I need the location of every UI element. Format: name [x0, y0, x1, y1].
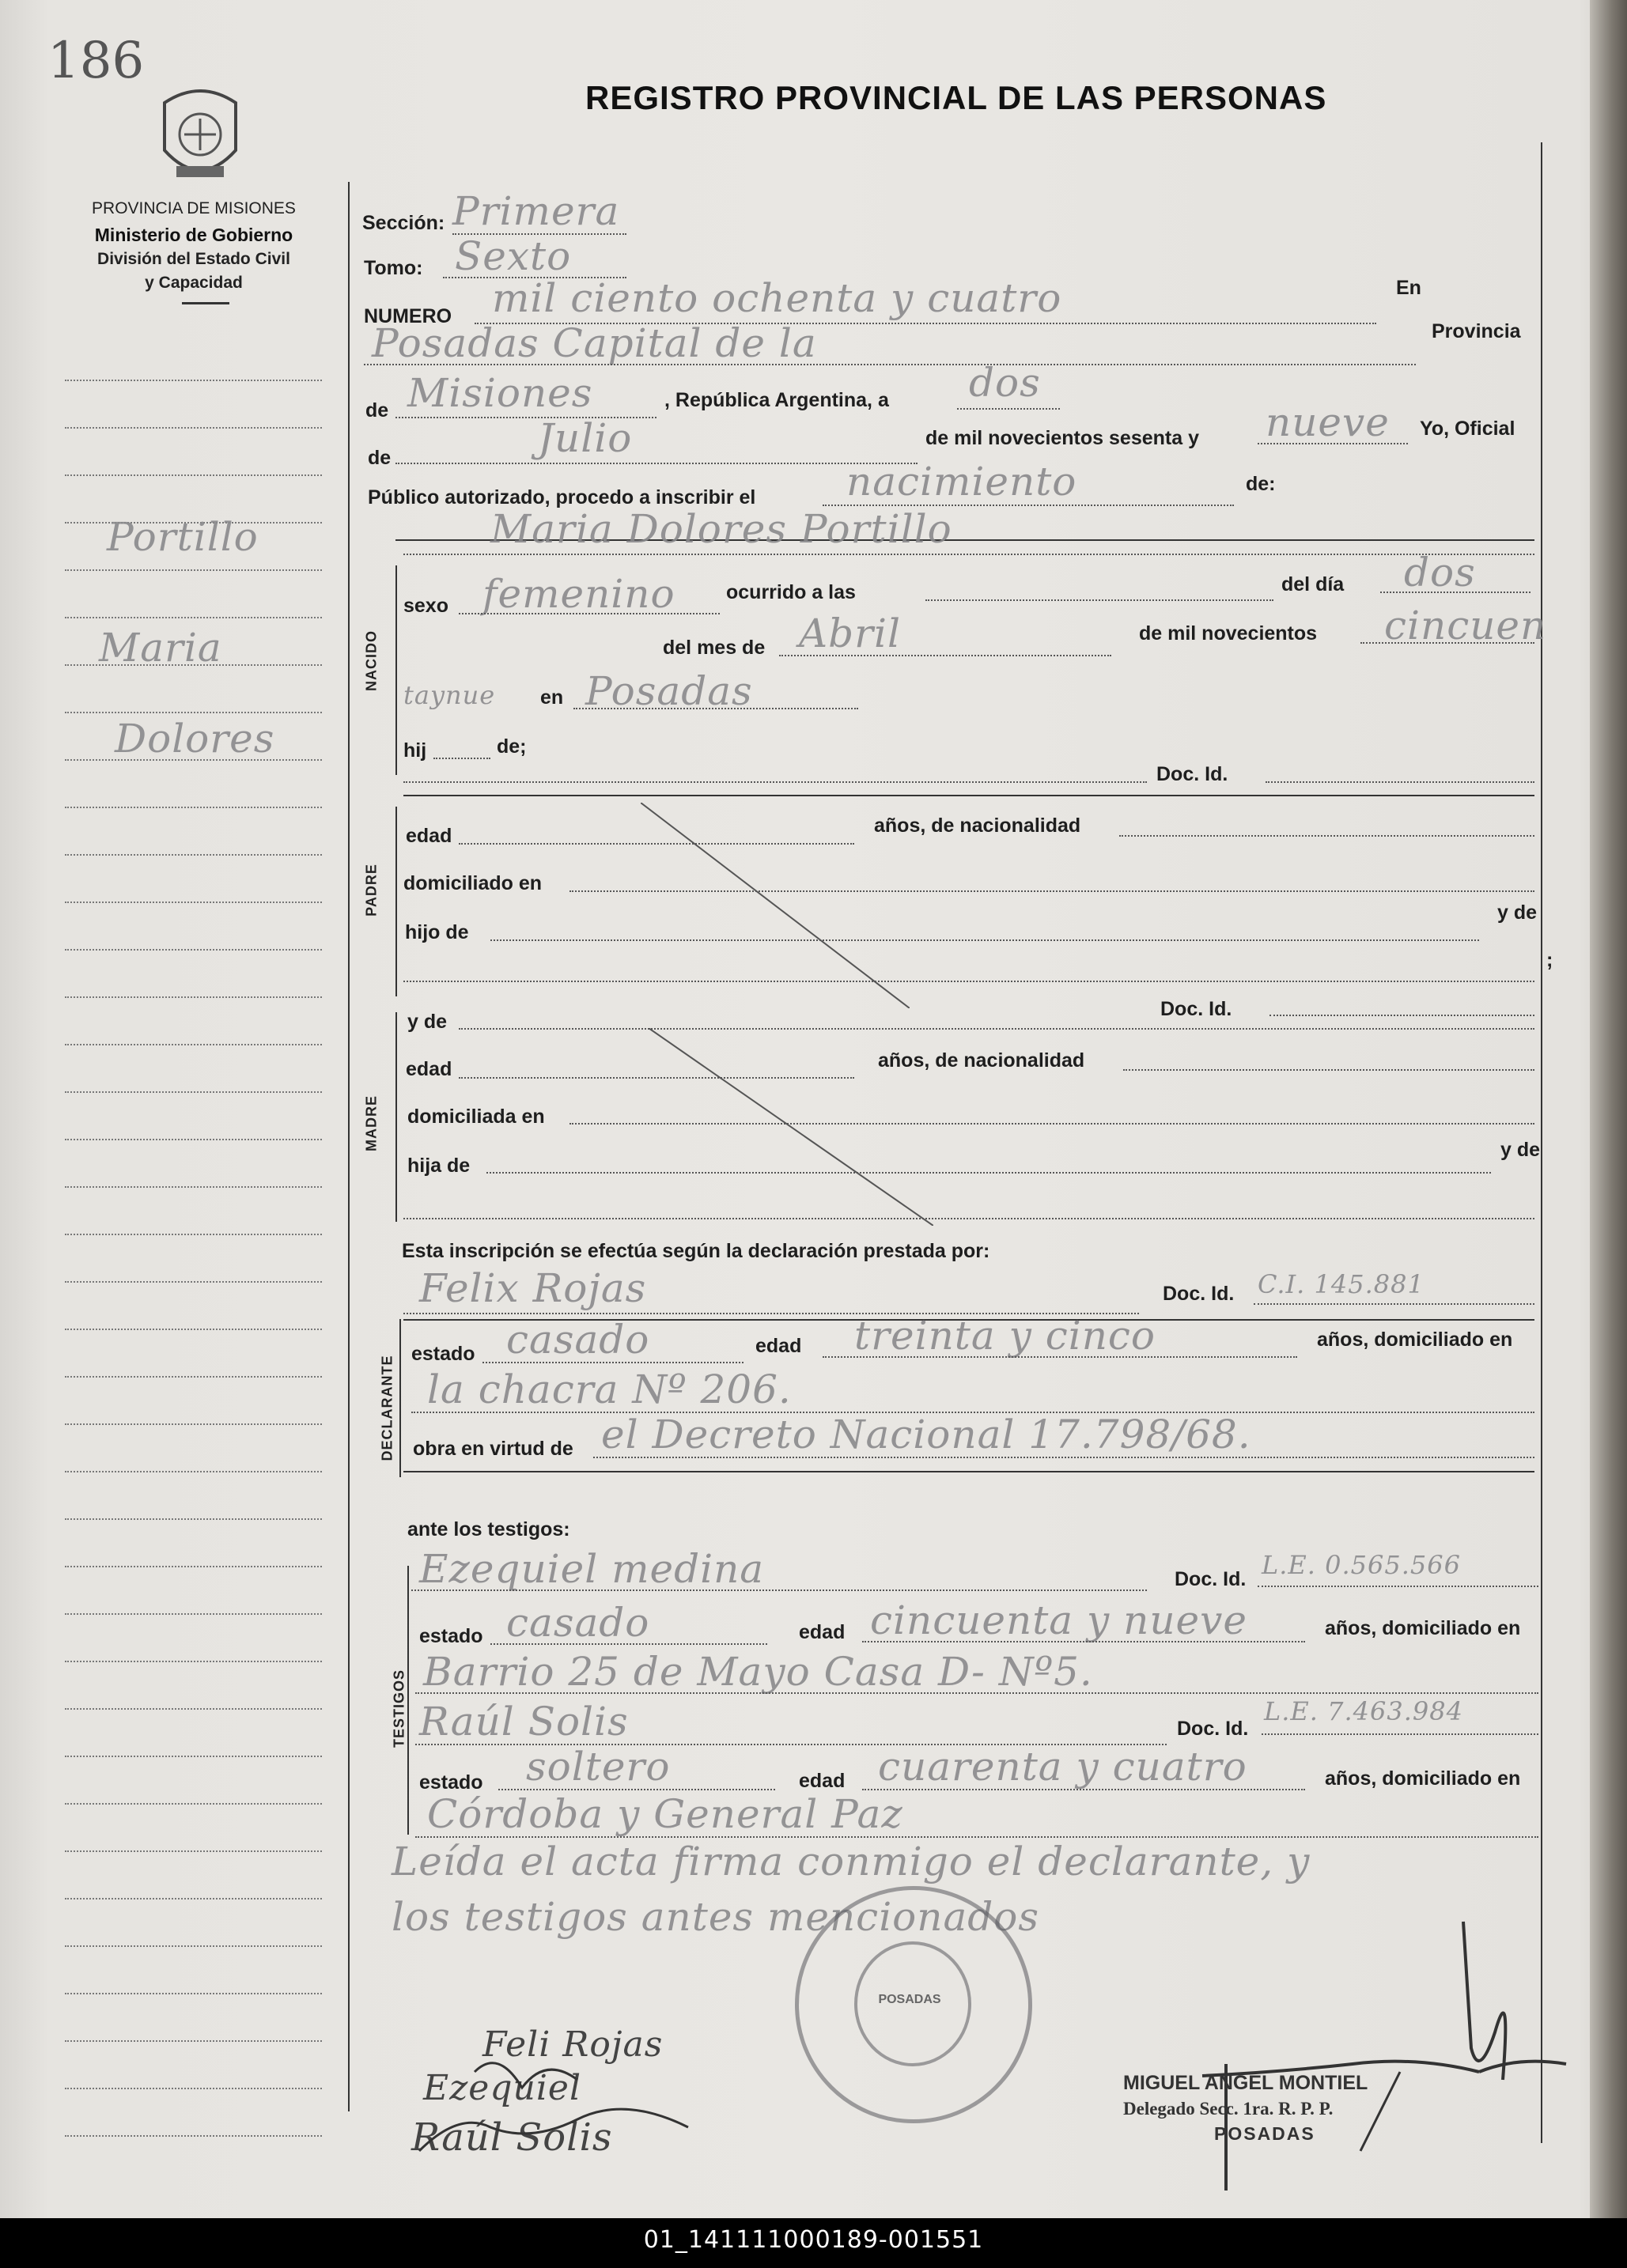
field-mes-nac: Abril: [799, 610, 901, 656]
label-ocurrido: ocurrido a las: [726, 581, 856, 603]
label-anos-dom-t1: años, domiciliado en: [1325, 1617, 1521, 1639]
label-y-de-madre2: y de: [1500, 1139, 1541, 1161]
field-dia: dos: [969, 360, 1041, 406]
signature-testigo2: Raúl Solis: [411, 2115, 613, 2160]
margin-ruled-line: [65, 569, 322, 571]
page-title: REGISTRO PROVINCIAL DE LAS PERSONAS: [585, 79, 1327, 116]
margin-ruled-line: [65, 1518, 322, 1520]
margin-note-name2: Dolores: [115, 716, 275, 762]
label-anos-nac-madre: años, de nacionalidad: [878, 1049, 1085, 1072]
line-hora: [925, 599, 1273, 601]
label-de-prov: de: [365, 399, 389, 421]
line-hija-de: [486, 1172, 1491, 1174]
label-republica: , República Argentina, a: [664, 389, 889, 411]
label-edad-t2: edad: [799, 1770, 846, 1792]
label-de-mil: de mil novecientos sesenta y: [925, 427, 1199, 449]
field-anio-nac-2: taynue: [403, 680, 496, 710]
line-t2-estado: [498, 1789, 775, 1790]
stamp-center-text: POSADAS: [878, 1993, 941, 2006]
margin-ruled-line: [65, 902, 322, 903]
field-cierre-1: Leída el acta firma conmigo el declarante, y: [392, 1839, 1311, 1884]
field-lugar-nac: Posadas: [585, 668, 753, 714]
official-role: Delegado Secc. 1ra. R. P. P.: [1123, 2099, 1334, 2119]
margin-ruled-line: [65, 1945, 322, 1947]
margin-ruled-line: [65, 2135, 322, 2137]
margin-ruled-line: [65, 1471, 322, 1472]
margin-ruled-line: [65, 1756, 322, 1757]
margin-ruled-line: [65, 1898, 322, 1899]
label-publico: Público autorizado, procedo a inscribir el: [368, 486, 756, 508]
field-declarante-estado: casado: [506, 1317, 650, 1363]
margin-note-name1: Maria: [99, 625, 222, 671]
field-tomo: Sexto: [455, 233, 572, 279]
margin-ruled-line: [65, 1993, 322, 1994]
label-anos-dom-decl: años, domiciliado en: [1317, 1329, 1513, 1351]
line-anio: [1258, 443, 1408, 444]
field-testigo1: Ezequiel medina: [419, 1546, 765, 1592]
label-en-lugar: en: [540, 686, 564, 709]
margin-ruled-line: [65, 1376, 322, 1378]
label-domiciliado-padre: domiciliado en: [403, 872, 543, 894]
margin-ruled-line: [65, 1186, 322, 1188]
label-estado-t1: estado: [419, 1625, 483, 1647]
section-testigos-top: [403, 1471, 1534, 1472]
label-doc-id-1: Doc. Id.: [1156, 763, 1228, 785]
label-hija-de: hija de: [407, 1155, 471, 1177]
tab-testigos: TESTIGOS: [391, 1669, 407, 1748]
field-testigo1-edad: cincuenta y nueve: [870, 1597, 1247, 1643]
field-declarante-doc: C.I. 145.881: [1258, 1269, 1425, 1299]
margin-ruled-line: [65, 2088, 322, 2089]
tab-nacido: NACIDO: [363, 630, 380, 691]
form-right-border: [1541, 142, 1542, 2143]
header-underline: [182, 302, 229, 304]
field-cierre-2: los testigos antes mencionados: [392, 1894, 1040, 1940]
label-de-colon: de:: [1246, 473, 1276, 495]
label-yo-oficial: Yo, Oficial: [1420, 418, 1515, 440]
madre-strike-line: [649, 1028, 933, 1226]
label-tomo: Tomo:: [364, 257, 423, 279]
label-doc-id-2: Doc. Id.: [1160, 998, 1232, 1020]
label-doc-id-4: Doc. Id.: [1175, 1568, 1247, 1590]
line-sexo: [459, 613, 720, 614]
label-testigos: ante los testigos:: [407, 1518, 570, 1540]
label-edad-decl: edad: [755, 1335, 802, 1357]
line-hijo-de: [490, 939, 1479, 941]
label-anos-dom-t2: años, domiciliado en: [1325, 1767, 1521, 1790]
field-obra: el Decreto Nacional 17.798/68.: [601, 1412, 1251, 1457]
margin-ruled-line: [65, 1613, 322, 1615]
header-division: División del Estado Civil: [97, 250, 290, 268]
line-dia: [957, 408, 1060, 410]
line-hij: [433, 758, 490, 759]
margin-ruled-line: [65, 1566, 322, 1567]
label-del-mes: del mes de: [663, 637, 766, 659]
page-number: 186: [47, 32, 145, 90]
label-semicolon: ;: [1546, 949, 1553, 971]
line-t1-dom: [415, 1692, 1538, 1694]
line-lugar: [364, 364, 1416, 365]
field-anio-nac-1: cincuen: [1384, 603, 1547, 648]
margin-ruled-line: [65, 1139, 322, 1140]
label-numero: NUMERO: [364, 305, 452, 327]
label-en: En: [1396, 277, 1421, 299]
label-anos-nac-padre: años, de nacionalidad: [874, 815, 1081, 837]
margin-ruled-line: [65, 949, 322, 951]
line-nombre: [403, 554, 1534, 555]
footer-id: 01_141111000189-001551: [643, 2226, 984, 2254]
signature-testigo1: Ezequiel: [423, 2068, 582, 2108]
margin-ruled-line: [65, 1850, 322, 1852]
margin-ruled-line: [65, 1281, 322, 1283]
margin-ruled-line: [65, 1803, 322, 1805]
label-domiciliada: domiciliada en: [407, 1106, 545, 1128]
line-dia-nac: [1380, 592, 1531, 593]
margin-ruled-line: [65, 1234, 322, 1235]
label-provincia: Provincia: [1432, 320, 1521, 342]
field-nombre: Maria Dolores Portillo: [490, 506, 952, 552]
margin-ruled-line: [65, 2040, 322, 2042]
line-declarante-doc: [1254, 1303, 1534, 1305]
line-testigo1: [411, 1589, 1147, 1591]
margin-ruled-line: [65, 854, 322, 856]
field-dia-nac: dos: [1404, 550, 1476, 595]
field-testigo1-estado: casado: [506, 1600, 650, 1646]
header-capacity: y Capacidad: [145, 274, 243, 292]
field-testigo2-domicilio: Córdoba y General Paz: [427, 1791, 903, 1837]
margin-ruled-line: [65, 474, 322, 476]
padre-strike-line: [641, 803, 910, 1008]
field-acto: nacimiento: [846, 459, 1077, 505]
field-anio: nueve: [1266, 399, 1390, 445]
line-decl-edad: [823, 1356, 1297, 1358]
header-ministry: Ministerio de Gobierno: [94, 225, 293, 245]
field-lugar: Posadas Capital de la: [372, 320, 817, 366]
field-testigo1-domicilio: Barrio 25 de Mayo Casa D- Nº5.: [423, 1649, 1093, 1695]
label-estado-decl: estado: [411, 1343, 475, 1365]
label-estado-t2: estado: [419, 1771, 483, 1794]
field-provincia: Misiones: [407, 370, 593, 416]
line-anio-nac: [1360, 642, 1534, 644]
official-city: POSADAS: [1214, 2123, 1315, 2144]
label-edad-padre: edad: [406, 825, 452, 847]
line-decl-estado: [482, 1362, 744, 1363]
label-y-de-madre: y de: [407, 1011, 448, 1033]
line-lugar-nac: [573, 708, 858, 709]
label-edad-t1: edad: [799, 1621, 846, 1643]
line-nac-padre: [1119, 835, 1534, 837]
margin-ruled-line: [65, 996, 322, 998]
label-hijo-de: hijo de: [405, 921, 469, 943]
field-testigo2-edad: cuarenta y cuatro: [878, 1744, 1247, 1790]
signature-declarante: Feli Rojas: [482, 2024, 664, 2065]
line-doc-nac: [1266, 781, 1534, 783]
margin-ruled-line: [65, 1661, 322, 1662]
label-seccion: Sección:: [362, 212, 445, 234]
section-padre-top: [403, 795, 1534, 796]
line-t2-dom: [415, 1836, 1538, 1838]
section-declarante-bracket: [399, 1319, 401, 1477]
field-testigo1-doc: L.E. 0.565.566: [1262, 1550, 1461, 1580]
tab-madre: MADRE: [363, 1095, 380, 1151]
margin-ruled-line: [65, 807, 322, 808]
label-de-mil-nov: de mil novecientos: [1139, 622, 1318, 644]
field-mes: Julio: [538, 415, 633, 461]
official-name: MIGUEL ANGEL MONTIEL: [1123, 2072, 1368, 2094]
line-obra: [593, 1457, 1534, 1458]
margin-ruled-line: [65, 1708, 322, 1710]
line-t1-edad: [862, 1641, 1305, 1642]
section-madre-bracket: [395, 1012, 397, 1222]
line-mes: [395, 463, 918, 464]
label-doc-id-3: Doc. Id.: [1163, 1283, 1235, 1305]
form-left-border: [348, 182, 350, 2111]
line-padre-extra: [403, 981, 1534, 982]
field-declarante-edad: treinta y cinco: [854, 1313, 1156, 1359]
margin-ruled-line: [65, 617, 322, 618]
margin-ruled-line: [65, 1423, 322, 1425]
label-obra: obra en virtud de: [413, 1438, 573, 1460]
label-sexo: sexo: [403, 595, 448, 617]
line-madre-extra: [403, 1218, 1534, 1219]
province-seal-icon: [157, 79, 244, 194]
tab-padre: PADRE: [363, 864, 380, 917]
label-edad-madre: edad: [406, 1058, 452, 1080]
book-binding: [1590, 0, 1627, 2218]
margin-ruled-line: [65, 712, 322, 713]
margin-note-surname: Portillo: [107, 514, 259, 560]
field-testigo2-doc: L.E. 7.463.984: [1264, 1696, 1463, 1726]
field-declarante: Felix Rojas: [419, 1265, 647, 1311]
field-seccion: Primera: [452, 188, 620, 234]
label-del-dia: del día: [1281, 573, 1345, 595]
field-testigo2: Raúl Solis: [419, 1699, 629, 1744]
margin-ruled-line: [65, 1091, 322, 1093]
margin-ruled-line: [65, 380, 322, 381]
label-de-mes: de: [368, 447, 392, 469]
margin-ruled-line: [65, 427, 322, 429]
section-nacido-bracket: [395, 565, 397, 775]
label-inscripcion: Esta inscripción se efectúa según la declaración prestada por:: [402, 1240, 990, 1262]
margin-ruled-line: [65, 1044, 322, 1045]
line-mes-nac: [779, 655, 1111, 656]
field-testigo2-estado: soltero: [526, 1744, 671, 1790]
tab-declarante: DECLARANTE: [379, 1355, 395, 1461]
header-province: PROVINCIA DE MISIONES: [92, 199, 296, 217]
line-doc-padre: [1269, 1015, 1534, 1016]
line-testigo1-doc: [1258, 1586, 1538, 1587]
field-numero: mil ciento ochenta y cuatro: [492, 275, 1062, 321]
label-doc-id-5: Doc. Id.: [1177, 1718, 1249, 1740]
line-y-de: [459, 1028, 1534, 1030]
label-hij: hij: [403, 739, 427, 762]
line-t2-edad: [862, 1789, 1305, 1790]
section-padre-bracket: [395, 807, 397, 996]
field-sexo: femenino: [482, 571, 675, 617]
line-doc-nac-left: [403, 781, 1147, 783]
label-de-semi: de;: [497, 735, 527, 758]
line-nac-madre: [1123, 1069, 1534, 1071]
field-declarante-domicilio: la chacra Nº 206.: [427, 1366, 792, 1412]
line-testigo2-doc: [1262, 1733, 1538, 1735]
line-t1-estado: [490, 1643, 767, 1645]
label-y-de-padre: y de: [1497, 902, 1538, 924]
margin-ruled-line: [65, 1329, 322, 1330]
